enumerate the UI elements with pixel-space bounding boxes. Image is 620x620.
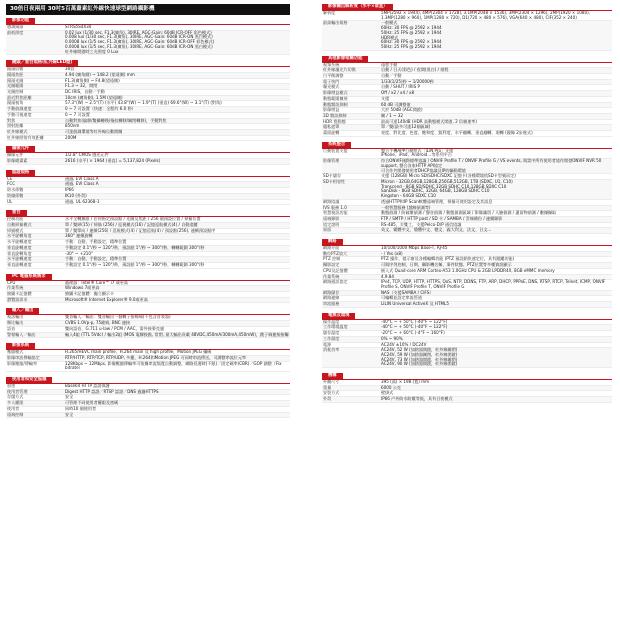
spec-label: UL [7, 198, 13, 204]
spec-value: 60 dB 可調整值 [381, 101, 411, 107]
spec-value: 850nm [65, 123, 80, 129]
section-header: 其他影像相關功能 [322, 56, 368, 62]
spec-label: 鏡頭光圈 [7, 77, 24, 83]
spec-value: 可管理不同使用者權限及密碼 [65, 400, 119, 406]
spec-label: 工作濕度 [323, 335, 340, 341]
spec-value: 單 / 雙掃(15) / 掃描 (256) / 巡視模式(16) / 記憶巡航模式(4) / 自動追蹤 [65, 221, 198, 227]
spec-label: 界面 [323, 227, 332, 233]
section-header: 影像輸出解析度（水平×垂直） [322, 4, 393, 10]
spec-value: Windows 7或更高 [65, 285, 100, 291]
spec-value: -30° ~ +210° [65, 250, 94, 256]
spec-section [322, 4, 612, 51]
spec-value: 最高可達140dB (HDR 高動態模式開啟, 2 倍幀速率) [381, 118, 478, 124]
spec-section [6, 343, 290, 372]
spec-label: HDR 寬動態 [323, 118, 346, 124]
spec-value: AC24V ±10% / DC24V [381, 341, 427, 347]
spec-row [322, 180, 612, 200]
spec-row [322, 280, 612, 290]
spec-section [322, 373, 612, 403]
spec-label: 工作環境溫度 [323, 324, 348, 330]
spec-label: 作業系統 [323, 273, 340, 279]
spec-label: 控制功能 [7, 216, 24, 222]
spec-value: 手動：自動，手動設定，精準位置 [65, 256, 127, 262]
spec-section [6, 170, 290, 206]
left-column [6, 18, 290, 423]
spec-label: 使用者管理 [7, 388, 28, 394]
spec-label: 水平旋轉角度 [7, 233, 32, 239]
spec-value: Base64 HTTP 認證保護 [65, 383, 110, 389]
spec-label: 垂直旋轉角度 [7, 250, 32, 256]
spec-label: 動態雜訊抑制 [323, 101, 348, 107]
spec-label: 警報輸入／輸出 [7, 331, 36, 337]
spec-row [6, 200, 290, 206]
spec-value: 自動 / 日天(彩色) / 夜間(黑白) / 排程 [381, 67, 449, 73]
spec-value: RS-485，半雙工，支援Pelco-D/P 通信協議 [381, 221, 462, 227]
section-header: 使用者和安全協議 [6, 377, 52, 383]
spec-label: 紅外線濾光片切換 [323, 67, 356, 73]
spec-value: 水平全轉無限 / 任何指定預設點 / 光圈及焦距 / 256 個預設位置 / 掃描位置 [65, 216, 201, 222]
spec-label: 照射距離 [7, 123, 24, 129]
spec-value: 30倍 [65, 66, 75, 72]
spec-label: 瀏覽器需求 [7, 296, 28, 302]
spec-value: 360° 連續旋轉 [65, 233, 93, 239]
spec-value: 安全 [65, 394, 74, 400]
spec-label: 儲存溫度 [323, 330, 340, 336]
spec-value: 符合ONVIF國際標準協議 / ONVIF Profile T / ONVIF Profile G / VS events, 與當中所有使用者協作開發ONVIF NVR 50 support, 整合各家HTTP API協定 可合作共開發使用者DHCP協議及IP的驅動環境 [381, 158, 602, 173]
spec-value: CVBS 1.0Vp-p, 75歐姆, BNC 連接 [65, 320, 131, 326]
spec-section [6, 18, 290, 55]
spec-value: 單／雙(最多可達12個區域) [381, 124, 431, 130]
spec-label: 影像壓縮/傳輸率 [7, 360, 38, 366]
spec-label: 使用者 [7, 405, 20, 411]
spec-label: PTZ 控制 [323, 256, 341, 262]
spec-value: 透過HTTP和IP Scan軟體遠端管理，掃描可使用設定及其訊息 [381, 198, 493, 204]
spec-row [322, 11, 612, 21]
section-header: 鏡頭／雲台規格(紅外線LED燈) [6, 60, 78, 66]
spec-label: 重量 [323, 384, 332, 390]
spec-section [6, 146, 290, 164]
spec-value: -40°C ~ + 50°C (-40°F ~ 122°F) [381, 318, 448, 324]
spec-label: 鏡頭視角 [7, 100, 24, 106]
spec-value: 可編輯並設定串流管道 [381, 295, 422, 301]
spec-label: 電源 [323, 341, 332, 347]
spec-value: 可達偵測環境等紅外線自動開關 [65, 128, 123, 134]
spec-value: Off / x2 / x4 / x8 [381, 90, 415, 96]
spec-value: RTP/HTTP, RTP/TCP, RTP/UDP, 多播，H.264和Motion JPEG 可同時串流傳送，可調整串流位元率 [65, 354, 247, 360]
spec-label: 視頻系統 [323, 61, 340, 67]
spec-label: 防水係數 [7, 187, 24, 193]
spec-row [322, 21, 612, 50]
section-header: 機構 [322, 373, 343, 379]
spec-label: 安裝方式 [323, 390, 340, 396]
spec-value: 亮度、對比度、色度、飽和度、銳利度、水平翻轉、垂直翻轉、迴轉 (鏡像 2步進式) [381, 130, 533, 136]
spec-row [6, 333, 290, 339]
spec-row [6, 159, 290, 165]
spec-value: 128Kbps ~ 12Mbps, 影像壓縮傳輸率可依據串流頻寬自動調整，網路延遲時(不限)／固定碼率(CBR)／GOP 調整（Fix bitrate） [65, 360, 282, 371]
spec-row [6, 31, 290, 56]
spec-value: 一般模式 60Hz: 30 FPS @ 2592 × 1944 50Hz: 25 FPS @ 2592 × 1944 HDR模式 60Hz: 30 FPS @ 2592 × 1944 50Hz: 25 FPS @ 2592 × 1944 [381, 20, 442, 49]
spec-value: 4.94 (廣角側) ~ 148.2 (望遠側) mm [65, 71, 135, 77]
spec-value: IPv4, TCP, UDP, HTTP, HTTPS, QoS, NTP, DDNS, FTP, ARP, DHCP, PPPoE, DNS, RTSP, RTCP, Telnet, ICMP, ONVIF Profile S, ONVIF Profile T, ONVIF Profile G [381, 279, 606, 289]
spec-label: 隱私遮罩 [323, 124, 340, 130]
spec-value: 1/2.8" CMOS 感光元件 [65, 152, 109, 158]
spec-value: 處理器：Intel® Core™ i7 或更高 [65, 279, 129, 285]
spec-label: 最低照度 [7, 29, 24, 35]
spec-value: 5MP(2592 × 1944), 4MP(2304 × 1728), 3.1MP(2048 × 1536), 3MP(2304 × 1296), 2MP(1920 × 1080), 1.3MP(1280 × 960), 1MP(1280 × 720), D1(720 × 480 × 576), VGA(640 × 480), CIF(352 × 240) [381, 10, 590, 20]
spec-label: 掃描模式 [7, 227, 24, 233]
spec-value: 遠程手動 [381, 61, 398, 67]
spec-section [322, 239, 612, 308]
spec-value: 雙音輸入／輸出：雙音輸出一個轉子接線端(不包含音效器) [65, 314, 171, 320]
spec-label: 行動裝置支援 [323, 147, 348, 153]
spec-label: 多人權限 [7, 400, 24, 406]
spec-label: 數位PTZ放大 [323, 250, 348, 256]
spec-label: 感測鏡頭 [7, 24, 24, 29]
spec-label: 外觀尺寸 [323, 379, 340, 385]
spec-value: 2616 (水平) × 1964 (垂直) = 5,137,824 (Pixels) [65, 158, 161, 164]
spec-value: Microsoft® Internet Explorer® 9.0或更高 [65, 296, 148, 302]
spec-row [6, 362, 290, 372]
spec-value: AC24V, 52 W (加熱器開啟，紅外線關閉) AC24V, 59 W (加熱器關閉，紅外線開啟) AC24V, 73 W (加熱器開啟，紅外線關閉) AC24V, 90 W (加熱器開啟，紅外線開啟) [381, 347, 458, 367]
spec-value: 通過, EVI Class A [65, 175, 99, 181]
spec-value: 支援 [381, 95, 390, 101]
spec-value: 0 ~ 7 可設置（快速：全程約 6.0 秒） [65, 106, 136, 112]
spec-value: 同時10 個使用者 [65, 405, 97, 411]
section-header: 雲台 [6, 210, 27, 216]
spec-value: 一般智慧服務 (越線偵測等) [381, 204, 431, 210]
spec-value: 可與序列控制，日期、攝影機名稱、事件狀態、PTZ位置等多種資訊顯示 [381, 262, 512, 268]
spec-value: 自動 / SHUT / IRIS P [381, 84, 420, 90]
spec-label: 繪圖卡記憶體 [7, 291, 32, 297]
spec-label: 垂直旋轉速度 [7, 244, 32, 250]
spec-value: 57.3°(W) ~ 2.5°(T) (水平) 43.8°(W) ~ 1.9°(T) (垂直) 69.6°(W) ~ 3.1°(T) (對角) [65, 100, 222, 106]
spec-value: 英文、繁體中文、簡體中文、德文、義大利文、法文、日文… [381, 227, 492, 233]
spec-label: 協定說明 [323, 221, 340, 227]
spec-label: CPU及記憶體 [323, 267, 348, 273]
spec-label: 手動偵測速度 [7, 106, 32, 112]
section-header: 電源及環境 [322, 313, 355, 319]
spec-value: 手動：自動，手動設定，精準位置 [65, 239, 127, 245]
spec-label: 光圈控制 [7, 89, 24, 95]
spec-row [322, 302, 612, 308]
spec-label: 壓縮模式 [7, 349, 24, 355]
spec-label: 消耗功率 [323, 347, 340, 353]
spec-label: 類比輸出 [7, 320, 24, 326]
spec-label: 影像增益 [323, 107, 340, 113]
spec-label: FCC [7, 181, 16, 187]
spec-value: IK10 (外殼) [65, 192, 87, 198]
spec-value: 手動設定 0.1°/秒 ~ 120°/秒，預設點 1°/秒 ~ 300°/秒，轉轉範圍 300°/秒 [65, 261, 205, 267]
spec-label: 網路通訊協定 [323, 279, 348, 285]
spec-label: 電子快門 [323, 78, 340, 84]
spec-label: 紅外線照射有效距離 [7, 134, 44, 140]
section-header: 認證規格 [6, 170, 35, 176]
spec-row [322, 348, 612, 368]
spec-label: 影像增益模式 [323, 90, 348, 96]
spec-label: 網路介面 [323, 245, 340, 251]
spec-label: 網路協議 [323, 198, 340, 204]
spec-value: 單 / 雙單向 / 連續(256) / 巡視模式(4) / 記憶巡航(4) / 預設點(256), 連續預設點序 [65, 227, 216, 233]
spec-section [6, 274, 290, 304]
spec-label: 存儲方式 [7, 394, 24, 400]
spec-label: 解析度 [323, 10, 336, 15]
spec-label: 3D 雜訊抑制 [323, 112, 347, 118]
spec-value: PTZ 操作、提示窗及各種編輯功能 (PTZ 預設點快速定位，具有跟蹤功能) [381, 256, 515, 262]
spec-label: 對焦 [7, 117, 16, 123]
spec-label: SD卡儲存 [323, 173, 342, 179]
spec-label: 網路儲存 [323, 289, 340, 295]
spec-row [6, 136, 290, 142]
section-header: PC 電腦系統需求 [6, 274, 52, 280]
spec-label: 鏡頭焦距 [7, 71, 24, 77]
spec-row [322, 131, 612, 137]
spec-label: 防撞係數 [7, 192, 24, 198]
spec-value: NAS（支援SAMBA / CIFS） [381, 289, 434, 295]
spec-value: 關 / 1 ~ 32 [381, 112, 403, 118]
section-header: 輸入／輸出 [6, 308, 39, 314]
spec-value: 繪圖卡記憶體：獨立顯示卡 [65, 291, 115, 297]
spec-section [322, 56, 612, 137]
spec-value: 10cm (廣角側), 1.5M (望遠側) [65, 94, 123, 100]
spec-value: FTP / SMTP / HTTP post / SD 卡 / SAMBA / 雲端備份 / 連續錄影 [381, 215, 503, 221]
spec-label: 加密 [7, 383, 16, 389]
spec-value: 支援 (128GB) Micro SD/SDHC/SDXC 記憶卡(各種環境依SD卡型號而定) [381, 173, 516, 179]
spec-label: 紅外線模式 [7, 128, 28, 134]
spec-value: 通過, EVI Class A [65, 181, 99, 187]
spec-value: Digest HTTP 認證／RTSP 認證／DNS 過濾HTTPS [65, 388, 159, 394]
spec-label: 攝影設定 [323, 262, 340, 268]
spec-value: LILIN Universal ActiveX 及 HTML5 [381, 301, 449, 307]
spec-value: 動態偵測 / 防破壞偵測 / 聲音偵測 / 動態偵測區域 / 影像識別 / 人臉偵測 / 遺留物偵測 / 數據擷取 [381, 210, 557, 216]
page-title: 30倍日夜兩用 30吋5百萬畫素紅外線快速球型網路攝影機 [6, 4, 290, 15]
spec-value: 手動設定 0.1°/秒 ~ 120°/秒，預設點 1°/秒 ~ 300°/秒，轉轉範圍 300°/秒 [65, 244, 205, 250]
spec-label: 最近對焦距離 [7, 94, 32, 100]
section-header: 影像功能 [6, 18, 35, 24]
spec-value: 4.9.84 [381, 273, 395, 279]
spec-value: 1/33(1/25)秒 ~ 1/20000秒 [381, 78, 434, 84]
spec-label: 光圈範圍 [7, 83, 24, 89]
spec-value: 6000 公克 [381, 384, 401, 390]
spec-label: 作業系統 [7, 285, 24, 291]
spec-row [322, 228, 612, 234]
spec-value: -20°C ~ + 60°C (-4°F ~ 160°F) [381, 330, 445, 336]
spec-value: 自動／手動 [381, 73, 402, 79]
spec-value: F1.3 ~ 32，開閉 [65, 83, 98, 89]
spec-row [6, 263, 290, 269]
spec-row [6, 298, 290, 304]
right-column [322, 4, 612, 408]
spec-label: 白平衡調整 [323, 73, 344, 79]
spec-label: IVS 服務 1.0 [323, 204, 347, 210]
spec-section [6, 377, 290, 418]
spec-row [322, 397, 612, 403]
spec-label: 手動可視速度 [7, 111, 32, 117]
spec-value: F1.3(廣角側) ~ F4.8(望遠側) [65, 77, 120, 83]
spec-value: 大於 50dB (AGC開啟) [381, 107, 423, 113]
spec-section [6, 308, 290, 338]
spec-label: 影像串流傳輸協定 [7, 354, 40, 360]
spec-value: 輸入4組 (TTL 5Vdc) / 輸出2組 (MOS 電驛接點, 常閉, 最大輸出負載 48VDC,450mA/300mA,450mW)，跳子端連接接觸 [65, 331, 289, 337]
spec-section [322, 313, 612, 368]
spec-value: 壁掛式 [381, 390, 394, 396]
spec-value: 安全 [65, 411, 74, 417]
spec-value: 通過, UL 62368-1 [65, 198, 100, 204]
spec-label: 外殼 [323, 396, 332, 402]
spec-value: 雙向語音，G.711 u-law / PCM / AAC，需外接麥克風 [65, 325, 165, 331]
spec-label: 最高輸出規格 [323, 20, 348, 26]
spec-label: 語音 [7, 325, 16, 331]
spec-value: IP66 戶外防水防塵等級，具有日夜模式 [381, 396, 453, 402]
spec-label: 操作溫度 [323, 318, 340, 324]
spec-label: 垂直旋轉速度 [7, 261, 32, 267]
spec-label: 攝像元件 [7, 152, 24, 158]
spec-value: - / Yes (x8) [381, 250, 403, 256]
spec-value: 整合手機APP行動程式「iLiN Pro」支援 iPhone、iPad、Android…等系列平台 [381, 147, 454, 158]
spec-value: IP66 [65, 187, 74, 193]
spec-row [322, 159, 612, 174]
spec-value: 嵌入式 Quad-core ARM Cortex-A53 1.0GHz CPU & 2GB LPDDR4X, 8GB eMMC memory [381, 267, 555, 273]
spec-label: 遠端控制 [7, 411, 24, 417]
spec-label: 畫面旋轉 [323, 130, 340, 136]
spec-value: 0% ~ 90% [381, 335, 403, 341]
spec-label: 水平旋轉速度 [7, 256, 32, 262]
section-header: 系統整合 [322, 142, 351, 148]
spec-value: -40°C ~ + 50°C (-40°F ~ 122°F) [381, 324, 448, 330]
spec-value: DC IRIS，自動／手動 [65, 89, 105, 95]
spec-label: 視訊輸出 [7, 314, 24, 320]
spec-value: STRS5S4X30 [65, 24, 92, 29]
spec-value: 395 (高) × 198 (寬) mm [381, 379, 430, 385]
spec-value: 0 ~ 7 可設置 [65, 111, 90, 117]
spec-row [6, 413, 290, 419]
section-header: 攝像元件 [6, 146, 35, 152]
spec-value: 0.02 lux (1/30 sec, F1.3(廣角), 30IRE, AGC-Gain: 60dB ICR-OFF 彩色模式) 0.008 lux (1/30 sec, F1.3(廣角), 30IRE, AGC-Gain: 60dB ICR-ON 黑白模式) 0.0008 lux (1/5 sec, F1.3(廣角), 30IRE, AGC-Gain: 60dB ICR-OFF 彩色模式) 0.0008 lux (1/5 sec, F1.3(廣角), 30IRE, AGC-Gain: 60dB ICR-ON 黑白模式) 紅外線開啟時之光照度 0 Lux [65, 29, 215, 54]
spec-label: 曝光模式 [323, 84, 340, 90]
spec-label: CE [7, 175, 13, 181]
spec-label: 影像管理 [323, 158, 340, 164]
spec-label: CPU [7, 279, 16, 285]
spec-section [6, 60, 290, 141]
section-header: 影像系統 [6, 343, 35, 349]
spec-section [322, 142, 612, 234]
spec-value: 200M [65, 134, 77, 140]
spec-label: 智慧視訊功能 [323, 210, 348, 216]
spec-value: H.265/HEVC main profile，H.264 main 及 high profile，Motion JPEG 編碼 [65, 349, 212, 355]
spec-label: 串流服務 [323, 301, 340, 307]
section-header: 網路 [322, 239, 343, 245]
spec-label: 遠端錄影 [323, 215, 340, 221]
spec-label: 影像總畫素 [7, 158, 28, 164]
spec-label: 網路連線 [323, 295, 340, 301]
spec-label: 水平旋轉速度 [7, 239, 32, 245]
spec-value: 自動對焦(偏移/雙攝轉換/指紋轉移/關閉轉移)，手動對焦 [65, 117, 167, 123]
spec-value: 10/100/1000 Mbps Base-T, RJ-45 [381, 245, 448, 251]
spec-label: 鏡頭倍數 [7, 66, 24, 72]
spec-value: Micron - 32GB,64GB,128GB,256GB,512GB, 1TB (SDXC, U1, C10) Transcend - 8GB SD/SDHC 32GB SDHC C10,128GB SDXC C10 SanDisk - 8GB SDHC, 32GB, 64GB, 128GB SDHC C10 Kingston - 64GB SDXC C10 [381, 178, 513, 199]
spec-label: 動態範圍擴展 [323, 95, 348, 101]
spec-section [6, 210, 290, 268]
spec-label: 自動掃描模式 [7, 221, 32, 227]
spec-label: SD卡相容性 [323, 178, 346, 184]
